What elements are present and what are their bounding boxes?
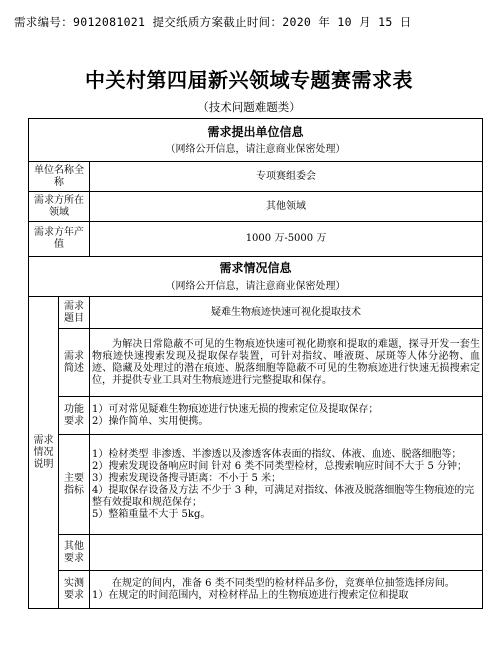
value-requirement-summary: 为解决日常隐蔽不可见的生物痕迹快速可视化勘察和提取的难题，探寻开发一套生物痕迹快速搜索发现及提取保存装置，可针对指纹、唾液斑、尿斑等人体分泌物、血迹、隐藏及处理过的潜在痕迹、脱落细胞等隐蔽不可见的生物痕迹进行快速无损搜索定位，并提供专业工具对生物痕迹进行完整提取和保存。 xyxy=(90,329,483,397)
label-other-requirements: 其他要求 xyxy=(59,535,90,571)
list-item: 2）操作简单、实用便携。 xyxy=(92,415,209,427)
requirement-number-line: 需求编号：9012081021 提交纸质方案截止时间：2020 年 10 月 15 日 xyxy=(14,15,412,29)
section-title: 需求情况信息 xyxy=(219,261,292,276)
side-label-requirement-details: 需求情况说明 xyxy=(29,297,59,609)
value-unit-name: 专项赛组委会 xyxy=(90,162,483,192)
list-item: 3）搜索发现设备搜寻距离：不小于 5 米； xyxy=(92,472,282,484)
value-requirement-title: 疑难生物痕迹快速可视化提取技术 xyxy=(90,297,483,329)
value-annual-output: 1000 万-5000 万 xyxy=(90,222,483,257)
list-item: 1）检材类型 非渗透、半渗透以及渗透客体表面的指纹、体液、血迹、脱落细胞等； xyxy=(92,448,462,460)
value-field: 其他领域 xyxy=(90,192,483,222)
page-subtitle: （技术问题难题类） xyxy=(197,100,301,114)
list-item: 1）可对常见疑难生物痕迹进行快速无损的搜索定位及提取保存； xyxy=(92,403,379,415)
label-requirement-title: 需求题目 xyxy=(59,297,90,329)
value-other-requirements xyxy=(90,535,483,571)
requirement-form-table xyxy=(28,118,483,609)
label-main-indicators: 主要指标 xyxy=(59,435,90,535)
label-requirement-summary: 需求简述 xyxy=(59,329,90,397)
value-test-requirements xyxy=(90,571,483,609)
label-function-requirements: 功能要求 xyxy=(59,397,90,435)
section-note: （网络公开信息，请注意商业保密处理） xyxy=(165,144,346,156)
list-item: 4）提取保存设备及方法 不少于 3 种，可满足对指纹、体液及脱落细胞等生物痕迹的完整有效提取和规范保存； xyxy=(92,484,475,508)
value-main-indicators xyxy=(90,435,483,535)
list-item: 1）在规定的时间范围内，对检材样品上的生物痕迹进行搜索定位和提取 xyxy=(92,589,409,601)
section-header-requirement-info xyxy=(29,257,483,297)
label-unit-name: 单位名称全称 xyxy=(29,162,90,192)
section-header-unit-info xyxy=(29,119,483,162)
list-item: 5）整箱重量不大于 5kg。 xyxy=(92,508,211,520)
section-title: 需求提出单位信息 xyxy=(207,124,304,139)
label-annual-output: 需求方年产值 xyxy=(29,222,90,257)
page-title: 中关村第四届新兴领域专题赛需求表 xyxy=(85,68,413,92)
list-item: 2）搜索发现设备响应时间 针对 6 类不同类型检材，总搜索响应时间不大于 5 分钟； xyxy=(92,460,467,472)
label-test-requirements: 实测要求 xyxy=(59,571,90,609)
section-note: （网络公开信息，请注意商业保密处理） xyxy=(165,280,346,292)
label-field: 需求方所在领域 xyxy=(29,192,90,222)
list-item: 在规定的间内，准备 6 类不同类型的检材样品多份，竞赛单位抽签选择房间。 xyxy=(112,577,455,589)
value-function-requirements xyxy=(90,397,483,435)
